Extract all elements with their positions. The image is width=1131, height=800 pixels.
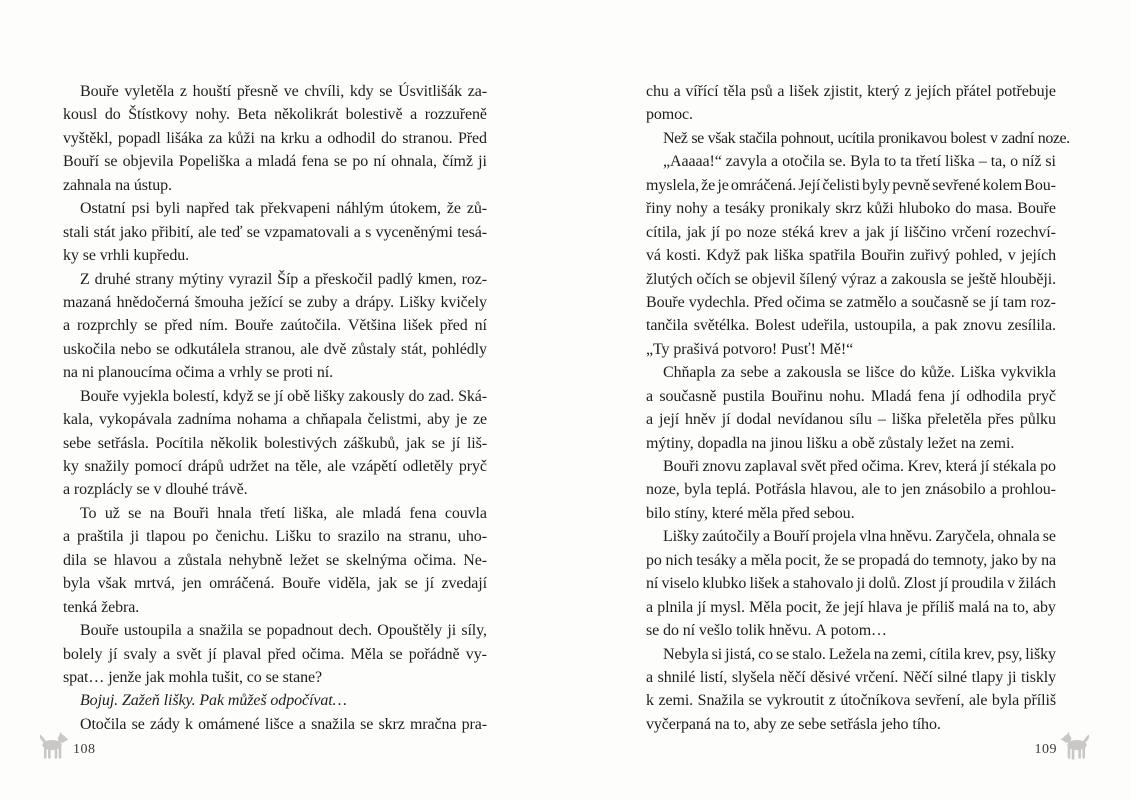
text-line: a praštila ji tlapou po čenichu. Lišku to srazilo na stranu, uho- [63, 528, 487, 546]
page-number-left: 108 [73, 742, 96, 757]
text-line: noze, byla teplá. Potřásla hlavou, ale to jen znásobilo a prohlou- [646, 481, 1056, 499]
text-line: stali stát jako přibití, ale teď se vzpamatovali a s vyceněnými tesá- [63, 223, 487, 241]
text-line: vyštěkl, popadl lišáka za kůži na krku a odhodil do stranou. Před [63, 129, 487, 147]
text-line: Bouře ustoupila a snažila se popadnout dech. Opouštěly ji síly, [80, 622, 487, 640]
text-line: bilo stíny, které měla před sebou. [646, 504, 855, 522]
page-right-text-block [646, 80, 1070, 736]
text-line: Bouře vydechla. Před očima se zatmělo a současně se jí tam roz- [646, 293, 1056, 311]
page-left-text-block [63, 80, 487, 736]
text-line: a současně pustila Bouřinu nohu. Mladá fena jí odhodila pryč [646, 387, 1056, 405]
text-line: žlutých očích se objevil šílený výraz a zakousla se ještě hlouběji. [646, 270, 1056, 288]
text-line: Než se však stačila pohnout, ucítila pronikavou bolest v zadní noze. [663, 129, 1070, 147]
page-number-right: 109 [1034, 742, 1057, 757]
text-line: k zemi. Snažila se vykroutit z útočníkova sevření, ale byla příliš [646, 692, 1056, 710]
text-line: „Aaaaa!“ zavyla a otočila se. Byla to ta třetí liška – ta, o níž si [663, 153, 1056, 171]
text-line: Bouři znovu zaplaval svět před očima. Krev, která jí stékala po [663, 458, 1056, 475]
text-line: „Ty prašivá potvoro! Pusť! Mě!“ [646, 340, 854, 358]
text-line: a shnilé listí, slyšela něčí děsivé vrčení. Něčí silné tlapy ji tiskly [646, 668, 1056, 686]
text-line: vyčerpaná na to, aby ze sebe setřásla jeho tího. [646, 715, 941, 733]
text-line: mýtiny, dopadla na jinou lišku a obě zůstaly ležet na zemi. [646, 434, 1015, 452]
text-line: Bojuj. Zažeň lišky. Pak můžeš odpočívat… [80, 692, 347, 710]
text-line: a její hněv jí dodal nevídanou sílu – liška přeletěla přes půlku [646, 411, 1056, 429]
text-line: Ostatní psi byli napřed tak překvapeni náhlým útokem, že zů- [80, 200, 487, 218]
text-line: bolely jí svaly a svět jí plaval před očima. Měla se pořádně vy- [63, 645, 487, 663]
text-line: Bouří se objevila Popeliška a mladá fena se po ní ohnala, čímž ji [63, 153, 487, 171]
text-line: na ni planoucíma očima a vrhly se proti ní. [63, 364, 333, 382]
text-line: ky snažily pomocí drápů udržet na těle, ale vzápětí odletěly pryč [63, 458, 487, 475]
text-line: tančila světélka. Bolest udeřila, ustoupila, a pak znovu zesílila. [646, 317, 1056, 335]
text-line: vá kosti. Když pak liška spatřila Bouřin zuřivý pohled, v jejích [646, 247, 1056, 265]
text-line: Z druhé strany mýtiny vyrazil Šíp a přeskočil padlý kmen, roz- [80, 270, 487, 288]
text-line: řiny nohy a tesáky pronikaly skrz kůži hluboko do masa. Bouře [646, 200, 1056, 218]
text-line: chu a vířící těla psů a lišek zjistit, který z jejích přátel potřebuje [646, 83, 1056, 100]
text-line: Otočila se zády k omámené lišce a snažila se skrz mračna pra- [80, 715, 487, 733]
text-line: a plnila jí mysl. Měla pocit, že její hlava je příliš malá na to, aby [646, 598, 1056, 616]
text-line: cítila, jak jí po noze stéká krev a jak jí liščino vrčení rozechví- [646, 223, 1056, 241]
text-line: Lišky zaútočily a Bouří projela vlna hněvu. Zaryčela, ohnala se [663, 528, 1056, 546]
text-line: spat… jenže jak mohla tušit, co se stane? [63, 668, 323, 686]
text-line: Nebyla si jistá, co se stalo. Ležela na zemi, cítila krev, psy, lišky [663, 645, 1056, 663]
text-line: uskočila nebo se odkutálela stranou, ale dvě zůstaly stát, pohlédly [63, 340, 487, 358]
text-line: a rozprchly se před ním. Bouře zaútočila. Většina lišek před ní [63, 317, 487, 335]
text-line: ní viselo klubko lišek a stahovalo ji dolů. Zlost jí proudila v žilách [646, 575, 1056, 593]
text-line: Chňapla za sebe a zakousla se lišce do kůže. Liška vykvikla [663, 364, 1056, 382]
text-line: se do ní vešlo tolik hněvu. A potom… [646, 622, 887, 640]
dog-silhouette-icon [1060, 730, 1093, 762]
text-line: Bouře vyletěla z houští přesně ve chvíli, kdy se Úsvitlišák za- [80, 83, 487, 100]
text-line: Bouře vyjekla bolestí, když se jí obě lišky zakously do zad. Ská- [80, 387, 487, 405]
text-line: dila se hlavou a zůstala nehybně ležet se skelnýma očima. Ne- [63, 551, 487, 569]
text-line: a rozplácly se v dlouhé trávě. [63, 481, 248, 499]
text-line: pomoc. [646, 106, 693, 124]
text-line: mazaná hnědočerná šmouha ježící se zuby a drápy. Lišky kvičely [63, 293, 487, 311]
text-line: zahnala na ústup. [63, 176, 172, 194]
text-line: myslela, že je omráčená. Její čelisti byly pevně sevřené kolem Bou- [646, 176, 1056, 194]
text-line: kousl do Štístkovy nohy. Beta několikrát bolestivě a rozzuřeně [63, 106, 487, 124]
text-line: To už se na Bouři hnala třetí liška, ale mladá fena couvla [80, 504, 487, 522]
dog-silhouette-icon [36, 730, 69, 762]
text-line: tenká žebra. [63, 598, 140, 616]
text-line: po nich tesáky a měla pocit, že se propadá do temnoty, jako by na [646, 551, 1056, 569]
text-line: kala, vykopávala zadníma nohama a chňapala čelistmi, aby je ze [63, 411, 487, 429]
text-line: ky se vrhli kupředu. [63, 247, 190, 265]
text-line: byla však mrtvá, jen omráčená. Bouře viděla, jak se jí zvedají [63, 575, 487, 593]
text-line: sebe setřásla. Pocítila několik bolestivých záškubů, jak se jí liš- [63, 434, 487, 452]
